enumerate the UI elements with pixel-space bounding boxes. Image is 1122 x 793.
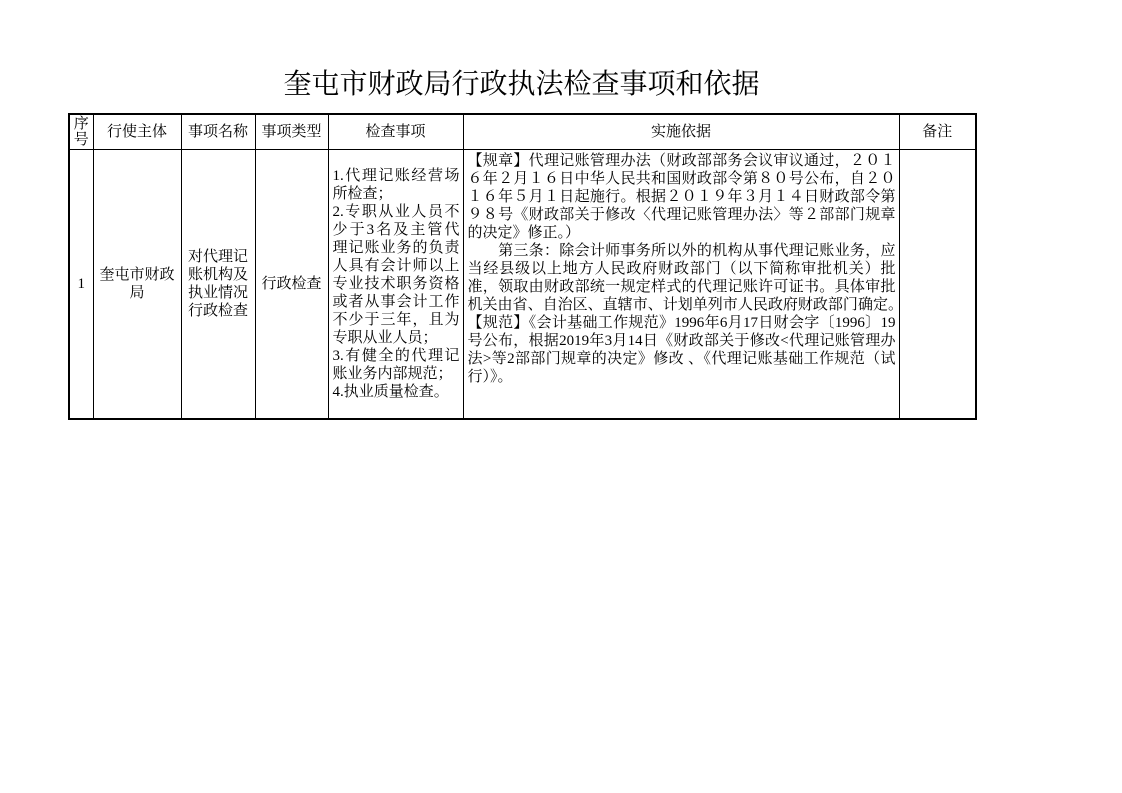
cell-inspection-items (328, 149, 463, 419)
page-title: 奎屯市财政局行政执法检查事项和依据 (283, 69, 760, 100)
header-item-type: 事项类型 (255, 114, 328, 149)
legal-basis-paragraph: 【规章】代理记账管理办法（财政部部务会议审议通过，２０１６年２月１６日中华人民共和国财政部令第８０号公布，自２０１６年５月１日起施行。根据２０１９年３月１４日财政部令第９８号《财政部关于修改〈代理记账管理办法〉等２部部门规章的决定》修正。） (467, 152, 896, 241)
inspection-item: 4.执业质量检查。 (332, 383, 449, 400)
header-seq: 序号 (69, 114, 93, 149)
inspection-item: 1.代理记账经营场所检查； (332, 167, 460, 202)
cell-subject: 奎屯市财政局 (93, 149, 181, 419)
cell-item-name: 对代理记账机构及执业情况行政检查 (181, 149, 255, 419)
header-inspection: 检查事项 (328, 114, 463, 149)
header-basis: 实施依据 (463, 114, 899, 149)
inspection-item: 3.有健全的代理记账业务内部规范； (332, 347, 460, 382)
cell-remarks (899, 149, 976, 419)
inspection-item: 2.专职从业人员不少于3名及主管代理记账业务的负责人具有会计师以上专业技术职务资格或者从事会计工作不少于三年，且为专职从业人员； (332, 203, 460, 346)
inspection-table (68, 113, 1046, 420)
header-row (69, 114, 976, 149)
legal-basis-paragraph: 第三条：除会计师事务所以外的机构从事代理记账业务，应当经县级以上地方人民政府财政部门（以下简称审批机关）批准，领取由财政部统一规定样式的代理记账许可证书。具体审批机关由省、自治区、直辖市、计划单列市人民政府财政部门确定。 【规范】《会计基础工作规范》1996年6月17日财会字〔1996〕19号公布，根据2019年3月14日《财政部关于修改<代理记账管理办法>等2部部门规章的决定》修改 、《代理记账基础工作规范（试行）》。 (467, 242, 1046, 385)
header-subject: 行使主体 (93, 114, 181, 149)
cell-seq: 1 (69, 149, 93, 419)
cell-item-type: 行政检查 (255, 149, 328, 419)
table-row (69, 149, 976, 419)
header-item-name: 事项名称 (181, 114, 255, 149)
header-remarks: 备注 (899, 114, 976, 149)
cell-legal-basis (463, 149, 1046, 419)
